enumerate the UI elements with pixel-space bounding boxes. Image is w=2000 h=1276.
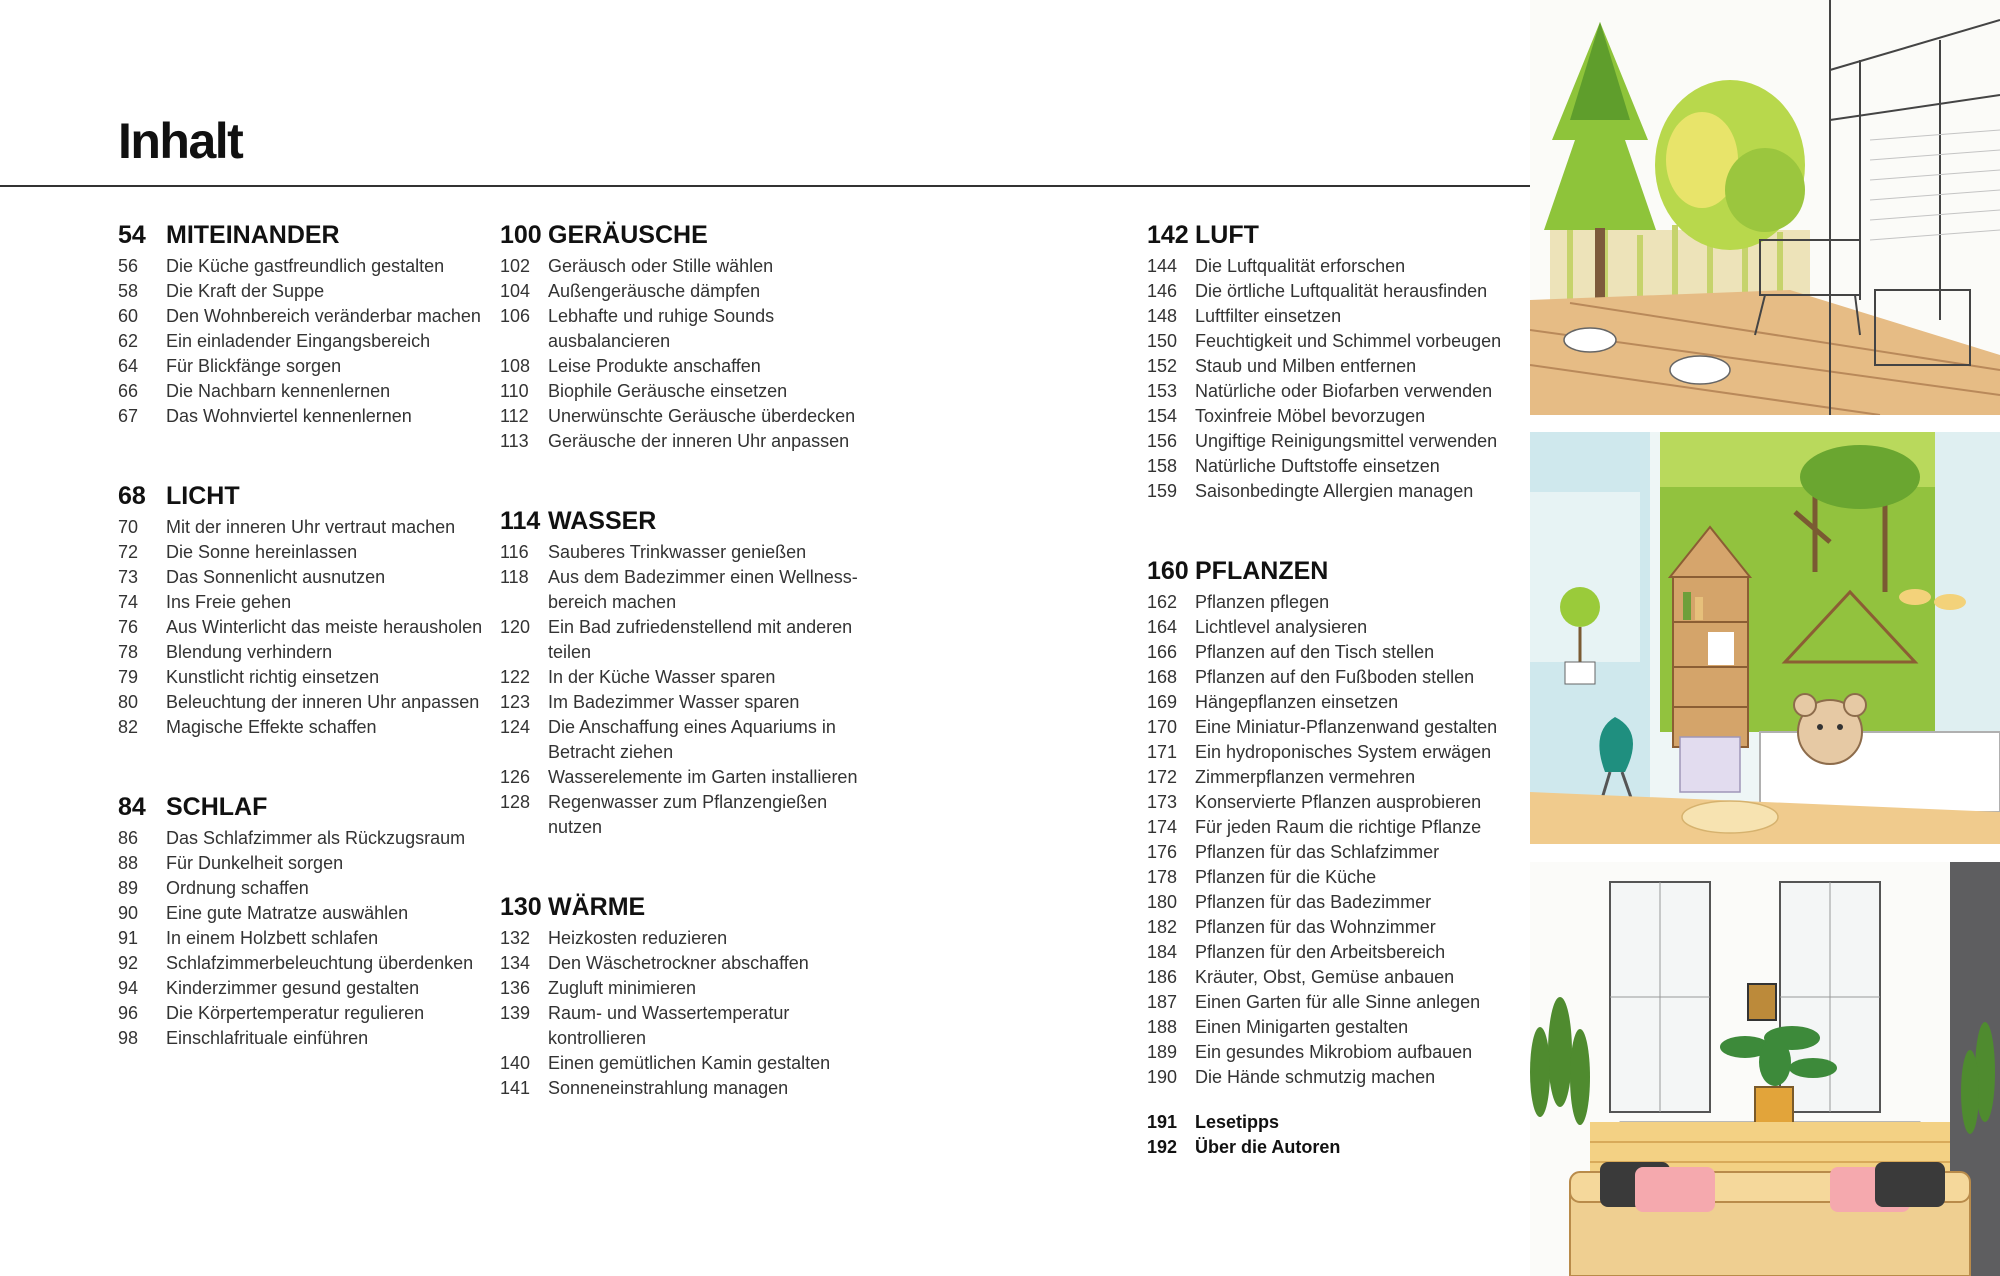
section-heading — [118, 218, 498, 250]
entry-page-number: 170 — [1147, 717, 1178, 737]
entry-page-number: 168 — [1147, 667, 1178, 687]
kids-room-illustration — [1530, 432, 2000, 844]
toc-entry — [1147, 940, 1527, 965]
entry-page-number: 110 — [500, 381, 529, 401]
toc-entry — [500, 540, 880, 565]
entry-page-number: 79 — [118, 667, 139, 687]
entry-page-number: 72 — [118, 542, 139, 562]
patio-illustration — [1530, 0, 2000, 415]
section-heading — [500, 890, 880, 922]
entry-page-number: 86 — [118, 828, 139, 848]
toc-section — [118, 218, 498, 429]
entry-title: Pflanzen für den Arbeitsbereich — [1195, 942, 1446, 962]
entry-page-number: 152 — [1147, 356, 1178, 376]
appendix-entry — [1147, 1110, 1527, 1135]
entry-page-number: 134 — [500, 953, 531, 973]
entry-page-number: 80 — [118, 692, 139, 712]
toc-section — [1147, 218, 1527, 504]
entry-page-number: 122 — [500, 667, 531, 687]
page-title: Inhalt — [118, 113, 243, 169]
entry-title: Die Luftqualität erforschen — [1195, 256, 1406, 276]
entry-title: Aus Winterlicht das meiste herausholen — [166, 617, 483, 637]
toc-entry — [118, 304, 498, 329]
entry-title: Ordnung schaffen — [166, 878, 309, 898]
entry-title: Toxinfreie Möbel bevorzugen — [1195, 406, 1426, 426]
toc-entry — [1147, 1065, 1527, 1090]
entry-page-number: 180 — [1147, 892, 1178, 912]
entry-title: Für Blickfänge sorgen — [166, 356, 342, 376]
section-heading — [118, 479, 498, 511]
entry-page-number: 192 — [1147, 1137, 1178, 1157]
toc-entry — [118, 354, 498, 379]
toc-entry — [118, 404, 498, 429]
entry-page-number: 106 — [500, 306, 531, 326]
entry-page-number: 141 — [500, 1078, 531, 1098]
toc-entry — [118, 876, 498, 901]
toc-entry — [118, 279, 498, 304]
toc-entry — [118, 690, 498, 715]
entry-page-number: 113 — [500, 431, 529, 451]
entry-page-number: 191 — [1147, 1112, 1178, 1132]
toc-column-2 — [500, 218, 880, 1151]
toc-entry — [1147, 454, 1527, 479]
entry-page-number: 90 — [118, 903, 139, 923]
toc-column-3 — [1147, 218, 1527, 1160]
section-page-number: 114 — [500, 507, 541, 535]
entry-title: Das Wohnviertel kennenlernen — [166, 406, 412, 426]
entry-title: Pflanzen für die Küche — [1195, 867, 1377, 887]
entry-title: Blendung verhindern — [166, 642, 333, 662]
entry-page-number: 178 — [1147, 867, 1178, 887]
entry-page-number: 94 — [118, 978, 139, 998]
entry-page-number: 184 — [1147, 942, 1178, 962]
entry-page-number: 158 — [1147, 456, 1178, 476]
entry-page-number: 102 — [500, 256, 531, 276]
entry-page-number: 67 — [118, 406, 139, 426]
section-title: SCHLAF — [166, 793, 268, 821]
toc-entry — [500, 615, 880, 665]
entry-page-number: 112 — [500, 406, 529, 426]
entry-page-number: 186 — [1147, 967, 1178, 987]
entry-page-number: 176 — [1147, 842, 1178, 862]
entry-title: Die örtliche Luftqualität herausfinden — [1195, 281, 1488, 301]
section-title: GERÄUSCHE — [548, 221, 708, 249]
entry-page-number: 188 — [1147, 1017, 1178, 1037]
entry-title: Pflanzen für das Wohnzimmer — [1195, 917, 1436, 937]
entry-page-number: 89 — [118, 878, 139, 898]
entry-page-number: 182 — [1147, 917, 1178, 937]
toc-entry — [1147, 590, 1527, 615]
entry-title: Lebhafte und ruhige Sounds ausbalancieren — [548, 306, 775, 351]
entry-title: Das Sonnenlicht ausnutzen — [166, 567, 386, 587]
toc-entry — [1147, 690, 1527, 715]
entry-page-number: 98 — [118, 1028, 139, 1048]
entry-page-number: 108 — [500, 356, 531, 376]
toc-section — [1147, 554, 1527, 1090]
toc-entry — [118, 254, 498, 279]
entry-title: Einen Minigarten gestalten — [1195, 1017, 1409, 1037]
entry-page-number: 123 — [500, 692, 531, 712]
toc-entry — [118, 590, 498, 615]
entry-title: Die Küche gastfreundlich gestalten — [166, 256, 445, 276]
toc-section — [500, 890, 880, 1101]
entry-page-number: 150 — [1147, 331, 1178, 351]
entry-title: Kunstlicht richtig einsetzen — [166, 667, 380, 687]
toc-entry — [500, 1051, 880, 1076]
entry-title: Leise Produkte anschaffen — [548, 356, 761, 376]
entry-page-number: 118 — [500, 567, 529, 587]
toc-entry — [118, 1001, 498, 1026]
entry-page-number: 76 — [118, 617, 139, 637]
toc-entry — [1147, 1040, 1527, 1065]
toc-entry — [118, 615, 498, 640]
section-page-number: 84 — [118, 793, 146, 821]
section-page-number: 142 — [1147, 221, 1189, 249]
living-room-illustration — [1530, 862, 2000, 1276]
entry-title: Natürliche Duftstoffe einsetzen — [1195, 456, 1440, 476]
entry-title: Magische Effekte schaffen — [166, 717, 377, 737]
entry-title: Die Kraft der Suppe — [166, 281, 325, 301]
entry-page-number: 146 — [1147, 281, 1178, 301]
entry-title: Die Körpertemperatur regulieren — [166, 1003, 425, 1023]
toc-entry — [1147, 479, 1527, 504]
entry-title: Kräuter, Obst, Gemüse anbauen — [1195, 967, 1455, 987]
entry-page-number: 140 — [500, 1053, 531, 1073]
entry-title: Luftfilter einsetzen — [1195, 306, 1342, 326]
appendix-list — [1147, 1110, 1527, 1160]
toc-entry — [500, 279, 880, 304]
toc-entry — [500, 715, 880, 765]
entry-title: Ungiftige Reinigungsmittel verwenden — [1195, 431, 1498, 451]
entry-title: Saisonbedingte Allergien managen — [1195, 481, 1474, 501]
entry-page-number: 154 — [1147, 406, 1178, 426]
entry-title: Biophile Geräusche einsetzen — [548, 381, 788, 401]
entry-title: Einschlafrituale einführen — [166, 1028, 369, 1048]
entry-page-number: 82 — [118, 717, 139, 737]
entry-title: Konservierte Pflanzen ausprobieren — [1195, 792, 1482, 812]
toc-entry — [1147, 329, 1527, 354]
entry-title: Natürliche oder Biofarben verwenden — [1195, 381, 1493, 401]
entry-title: Einen gemütlichen Kamin gestalten — [548, 1053, 831, 1073]
toc-entry — [1147, 890, 1527, 915]
entry-title: Aus dem Badezimmer einen Wellness-bereich machen — [548, 567, 858, 612]
toc-entry — [1147, 740, 1527, 765]
toc-entry — [1147, 379, 1527, 404]
entry-page-number: 62 — [118, 331, 139, 351]
toc-entry — [118, 565, 498, 590]
toc-entry — [118, 926, 498, 951]
toc-entry — [500, 1076, 880, 1101]
section-page-number: 160 — [1147, 557, 1189, 585]
toc-entry — [500, 765, 880, 790]
entry-title: Den Wäschetrockner abschaffen — [548, 953, 809, 973]
entry-title: Sauberes Trinkwasser genießen — [548, 542, 807, 562]
toc-entry — [1147, 1015, 1527, 1040]
entry-page-number: 162 — [1147, 592, 1178, 612]
section-page-number: 100 — [500, 221, 542, 249]
toc-entry — [500, 1001, 880, 1051]
entry-page-number: 66 — [118, 381, 139, 401]
entry-title: Für Dunkelheit sorgen — [166, 853, 344, 873]
toc-entry — [1147, 765, 1527, 790]
entry-title: Pflanzen auf den Tisch stellen — [1195, 642, 1435, 662]
toc-entry — [500, 690, 880, 715]
toc-entry — [118, 379, 498, 404]
entry-title: Ein einladender Eingangsbereich — [166, 331, 431, 351]
entry-title: Zimmerpflanzen vermehren — [1195, 767, 1416, 787]
entry-title: Im Badezimmer Wasser sparen — [548, 692, 800, 712]
section-title: PFLANZEN — [1195, 557, 1329, 585]
toc-entry — [118, 851, 498, 876]
entry-page-number: 190 — [1147, 1067, 1178, 1087]
toc-entry — [118, 901, 498, 926]
toc-section — [118, 790, 498, 1051]
section-page-number: 68 — [118, 482, 146, 510]
toc-entry — [1147, 715, 1527, 740]
entry-page-number: 64 — [118, 356, 139, 376]
entry-title: Feuchtigkeit und Schimmel vorbeugen — [1195, 331, 1502, 351]
entry-title: Schlafzimmerbeleuchtung überdenken — [166, 953, 474, 973]
entry-page-number: 169 — [1147, 692, 1178, 712]
toc-entry — [118, 715, 498, 740]
entry-title: Lichtlevel analysieren — [1195, 617, 1368, 637]
toc-entry — [118, 665, 498, 690]
toc-entry — [500, 429, 880, 454]
toc-entry — [500, 565, 880, 615]
entry-title: Die Anschaffung eines Aquariums in Betracht ziehen — [548, 717, 836, 762]
toc-entry — [118, 329, 498, 354]
toc-entry — [118, 1026, 498, 1051]
toc-entry — [1147, 815, 1527, 840]
title-divider — [0, 185, 1530, 187]
entry-page-number: 172 — [1147, 767, 1178, 787]
toc-entry — [500, 404, 880, 429]
entry-page-number: 120 — [500, 617, 531, 637]
toc-entry — [500, 665, 880, 690]
entry-page-number: 88 — [118, 853, 139, 873]
toc-entry — [118, 826, 498, 851]
toc-entry — [118, 515, 498, 540]
entry-title: Zugluft minimieren — [548, 978, 697, 998]
entry-page-number: 171 — [1147, 742, 1178, 762]
entry-page-number: 144 — [1147, 256, 1178, 276]
entry-title: Geräusch oder Stille wählen — [548, 256, 774, 276]
entry-page-number: 153 — [1147, 381, 1178, 401]
entry-title: Ein Bad zufriedenstellend mit anderen teilen — [548, 617, 853, 662]
entry-page-number: 128 — [500, 792, 531, 812]
toc-entry — [500, 926, 880, 951]
toc-entry — [1147, 404, 1527, 429]
entry-page-number: 70 — [118, 517, 139, 537]
entry-title: Das Schlafzimmer als Rückzugsraum — [166, 828, 466, 848]
toc-entry — [1147, 915, 1527, 940]
entry-page-number: 148 — [1147, 306, 1178, 326]
entry-title: Ein hydroponisches System erwägen — [1195, 742, 1492, 762]
entry-title: Eine gute Matratze auswählen — [166, 903, 409, 923]
toc-entry — [1147, 790, 1527, 815]
section-page-number: 54 — [118, 221, 146, 249]
entry-title: Die Sonne hereinlassen — [166, 542, 358, 562]
toc-entry — [500, 254, 880, 279]
entry-page-number: 173 — [1147, 792, 1178, 812]
entry-page-number: 126 — [500, 767, 531, 787]
entry-page-number: 156 — [1147, 431, 1178, 451]
entry-title: Beleuchtung der inneren Uhr anpassen — [166, 692, 480, 712]
entry-page-number: 96 — [118, 1003, 139, 1023]
toc-entry — [118, 976, 498, 1001]
entry-page-number: 166 — [1147, 642, 1178, 662]
entry-title: In der Küche Wasser sparen — [548, 667, 776, 687]
entry-title: Pflanzen für das Badezimmer — [1195, 892, 1432, 912]
entry-page-number: 189 — [1147, 1042, 1178, 1062]
toc-entry — [1147, 840, 1527, 865]
entry-title: Wasserelemente im Garten installieren — [548, 767, 858, 787]
toc-entry — [1147, 615, 1527, 640]
toc-entry — [500, 951, 880, 976]
entry-page-number: 136 — [500, 978, 531, 998]
toc-section — [118, 479, 498, 740]
entry-page-number: 116 — [500, 542, 529, 562]
entry-title: Lesetipps — [1195, 1112, 1280, 1132]
toc-column-1 — [118, 218, 498, 1101]
toc-entry — [1147, 304, 1527, 329]
entry-title: Eine Miniatur-Pflanzenwand gestalten — [1195, 717, 1498, 737]
entry-title: Geräusche der inneren Uhr anpassen — [548, 431, 850, 451]
entry-title: Die Nachbarn kennenlernen — [166, 381, 391, 401]
toc-entry — [1147, 865, 1527, 890]
entry-title: Staub und Milben entfernen — [1195, 356, 1417, 376]
entry-title: Heizkosten reduzieren — [548, 928, 728, 948]
toc-entry — [1147, 990, 1527, 1015]
toc-entry — [500, 304, 880, 354]
toc-entry — [1147, 354, 1527, 379]
toc-entry — [1147, 279, 1527, 304]
entry-page-number: 159 — [1147, 481, 1178, 501]
entry-title: Regenwasser zum Pflanzengießen nutzen — [548, 792, 828, 837]
toc-entry — [1147, 254, 1527, 279]
toc-section — [500, 504, 880, 840]
entry-page-number: 58 — [118, 281, 139, 301]
entry-title: In einem Holzbett schlafen — [166, 928, 379, 948]
entry-title: Ins Freie gehen — [166, 592, 292, 612]
appendix-entry — [1147, 1135, 1527, 1160]
toc-entry — [500, 790, 880, 840]
section-heading — [118, 790, 498, 822]
entry-page-number: 60 — [118, 306, 139, 326]
toc-entry — [1147, 640, 1527, 665]
toc-entry — [1147, 429, 1527, 454]
section-heading — [1147, 218, 1527, 250]
toc-entry — [500, 354, 880, 379]
entry-title: Außengeräusche dämpfen — [548, 281, 761, 301]
entry-page-number: 132 — [500, 928, 531, 948]
entry-title: Einen Garten für alle Sinne anlegen — [1195, 992, 1481, 1012]
entry-page-number: 56 — [118, 256, 139, 276]
entry-page-number: 73 — [118, 567, 139, 587]
entry-page-number: 174 — [1147, 817, 1178, 837]
section-page-number: 130 — [500, 893, 542, 921]
entry-page-number: 139 — [500, 1003, 531, 1023]
entry-title: Raum- und Wassertemperatur kontrollieren — [548, 1003, 790, 1048]
entry-title: Pflanzen auf den Fußboden stellen — [1195, 667, 1475, 687]
toc-entry — [118, 540, 498, 565]
toc-section — [500, 218, 880, 454]
section-heading — [500, 504, 880, 536]
illustration-strip — [1530, 0, 2000, 1276]
entry-page-number: 124 — [500, 717, 531, 737]
entry-title: Die Hände schmutzig machen — [1195, 1067, 1436, 1087]
entry-title: Über die Autoren — [1195, 1137, 1341, 1157]
entry-title: Ein gesundes Mikrobiom aufbauen — [1195, 1042, 1473, 1062]
section-title: WÄRME — [548, 893, 646, 921]
entry-title: Pflanzen pflegen — [1195, 592, 1330, 612]
entry-page-number: 187 — [1147, 992, 1178, 1012]
entry-title: Mit der inneren Uhr vertraut machen — [166, 517, 456, 537]
toc-entry — [500, 379, 880, 404]
entry-title: Kinderzimmer gesund gestalten — [166, 978, 420, 998]
entry-page-number: 74 — [118, 592, 139, 612]
section-title: MITEINANDER — [166, 221, 340, 249]
section-title: WASSER — [548, 507, 657, 535]
entry-title: Unerwünschte Geräusche überdecken — [548, 406, 856, 426]
toc-entry — [1147, 665, 1527, 690]
entry-title: Sonneneinstrahlung managen — [548, 1078, 789, 1098]
entry-page-number: 164 — [1147, 617, 1178, 637]
entry-title: Für jeden Raum die richtige Pflanze — [1195, 817, 1482, 837]
entry-page-number: 91 — [118, 928, 139, 948]
entry-title: Hängepflanzen einsetzen — [1195, 692, 1399, 712]
section-heading — [1147, 554, 1527, 586]
toc-entry — [500, 976, 880, 1001]
entry-title: Den Wohnbereich veränderbar machen — [166, 306, 481, 326]
toc-entry — [118, 640, 498, 665]
section-title: LICHT — [166, 482, 240, 510]
entry-page-number: 104 — [500, 281, 531, 301]
entry-page-number: 78 — [118, 642, 139, 662]
entry-page-number: 92 — [118, 953, 139, 973]
section-title: LUFT — [1195, 221, 1259, 249]
toc-entry — [1147, 965, 1527, 990]
section-heading — [500, 218, 880, 250]
entry-title: Pflanzen für das Schlafzimmer — [1195, 842, 1440, 862]
toc-entry — [118, 951, 498, 976]
